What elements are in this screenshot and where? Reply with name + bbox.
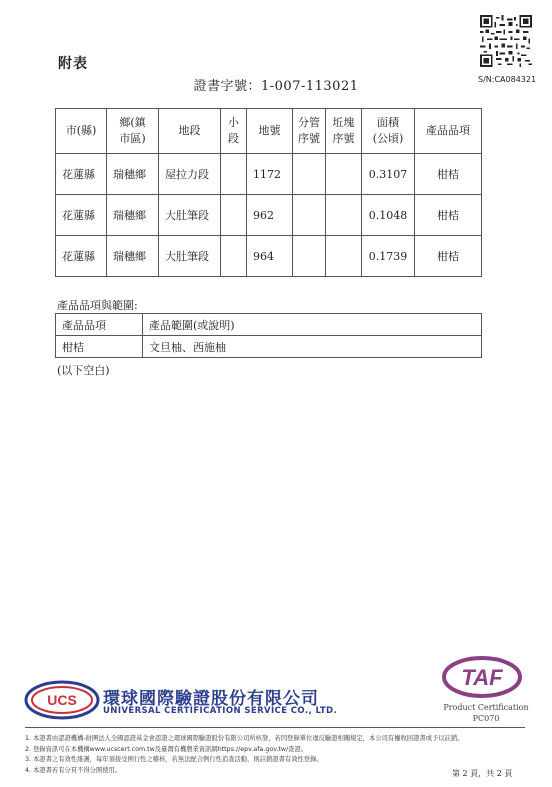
cell-township: 瑞穗鄉 — [107, 195, 159, 236]
cell-city: 花蓮縣 — [56, 154, 107, 195]
scope-cell-range: 文旦柚、西施柚 — [143, 336, 482, 358]
cell-section: 屋拉力段 — [159, 154, 221, 195]
cell-area: 0.3107 — [362, 154, 415, 195]
appendix-title: 附表 — [58, 56, 88, 72]
cell-city: 花蓮縣 — [56, 195, 107, 236]
footer-note: 3. 本證書之有效性維護，每年須接受例行性之稽核，若無法配合例行性追查活動，則註銷證書有效性登錄。 — [25, 756, 323, 763]
svg-text:UCS: UCS — [47, 692, 77, 708]
header-lot-number: 地號 — [247, 109, 293, 154]
header-city: 市(縣) — [56, 109, 107, 154]
cell-division-no — [293, 236, 326, 277]
footer-note: 2. 登錄資訊可在本機構www.ucscert.com.tw及臺灣有機農業資訊網https://epv.afa.gov.tw/查證。 — [25, 745, 308, 753]
header-plot-no: 坵塊 序號 — [326, 109, 362, 154]
taf-logo-icon — [440, 655, 524, 699]
cell-plot-no — [326, 195, 362, 236]
cell-plot-no — [326, 236, 362, 277]
scope-header-row — [56, 314, 482, 336]
table-row — [56, 154, 482, 195]
cell-lot-number: 964 — [247, 236, 293, 277]
footer-note: 4. 本證書若有分頁不得分開使用。 — [25, 766, 122, 774]
footer-notes — [25, 734, 525, 776]
blank-below-note: (以下空白) — [57, 364, 110, 377]
cell-city: 花蓮縣 — [56, 236, 107, 277]
cell-product: 柑桔 — [415, 154, 482, 195]
header-product: 產品品項 — [415, 109, 482, 154]
page-number: 第 2 頁，共 2 頁 — [452, 769, 513, 778]
land-table — [55, 108, 482, 277]
header-division-no: 分管 序號 — [293, 109, 326, 154]
header-subsection: 小 段 — [221, 109, 247, 154]
cell-township: 瑞穗鄉 — [107, 236, 159, 277]
scope-cell-product: 柑桔 — [56, 336, 143, 358]
cell-division-no — [293, 154, 326, 195]
header-township: 鄉(鎮 市區) — [107, 109, 159, 154]
header-area: 面積 (公頃) — [362, 109, 415, 154]
footer-divider — [25, 727, 525, 728]
cell-subsection — [221, 154, 247, 195]
cell-lot-number: 1172 — [247, 154, 293, 195]
company-name-en: UNIVERSAL CERTIFICATION SERVICE CO., LTD. — [103, 706, 338, 716]
cell-section: 大肚筆段 — [159, 236, 221, 277]
cell-subsection — [221, 195, 247, 236]
footer-note: 1. 本證書由認證機構-財團法人全國認證基金會認證之環球國際驗證股份有限公司所核發，若因登錄單位違反驗證相關規定，本公司有權收回證書或予以註銷。 — [25, 735, 464, 742]
header-section: 地段 — [159, 109, 221, 154]
scope-header-product: 產品品項 — [56, 314, 143, 336]
cell-area: 0.1739 — [362, 236, 415, 277]
taf-caption — [440, 702, 532, 724]
cell-subsection — [221, 236, 247, 277]
company-name-cn: 環球國際驗證股份有限公司 — [103, 689, 319, 709]
taf-caption-line-1: Product Certification — [443, 703, 529, 712]
cell-product: 柑桔 — [415, 236, 482, 277]
cell-section: 大肚筆段 — [159, 195, 221, 236]
cell-lot-number: 962 — [247, 195, 293, 236]
scope-header-range: 產品範圍(或說明) — [143, 314, 482, 336]
cell-plot-no — [326, 154, 362, 195]
ucs-logo-icon — [24, 680, 100, 720]
cell-product: 柑桔 — [415, 195, 482, 236]
qr-code-icon — [480, 15, 532, 67]
table-row — [56, 336, 482, 358]
cell-division-no — [293, 195, 326, 236]
serial-number: S/N:CA084321 — [478, 75, 537, 84]
svg-text:TAF: TAF — [461, 665, 503, 690]
cell-township: 瑞穗鄉 — [107, 154, 159, 195]
certificate-number: 證書字號：1-007-113021 — [193, 79, 359, 94]
cell-area: 0.1048 — [362, 195, 415, 236]
scope-title: 產品品項與範圍: — [57, 299, 138, 312]
taf-caption-line-2: PC070 — [472, 714, 500, 723]
scope-table — [55, 313, 482, 358]
table-row — [56, 195, 482, 236]
land-table-header-row — [56, 109, 482, 154]
table-row — [56, 236, 482, 277]
